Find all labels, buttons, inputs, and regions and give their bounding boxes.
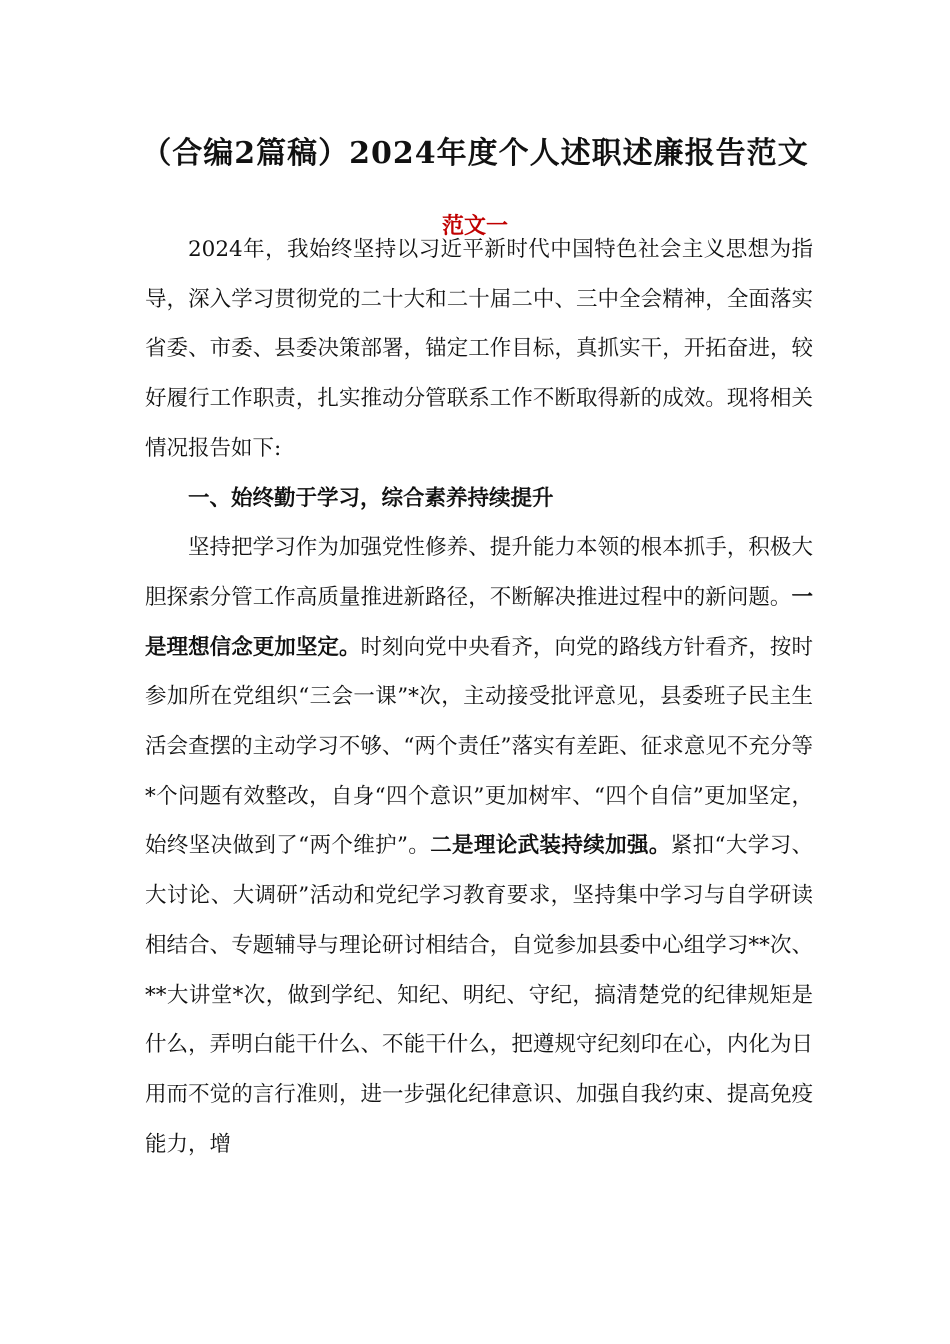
section-heading-1: 一、始终勤于学习，综合素养持续提升 xyxy=(188,485,554,511)
document-body xyxy=(145,225,813,1169)
document-subtitle: 范文一 xyxy=(441,213,508,239)
intro-paragraph: 2024年，我始终坚持以习近平新时代中国特色社会主义思想为指导，深入学习贯彻党的二十大和二十届二中、三中全会精神，全面落实省委、市委、县委决策部署，锚定工作目标，真抓实干，开拓奋进，较好履行工作职责，扎实推动分管联系工作不断取得新的成效。现将相关情况报告如下: xyxy=(145,237,813,461)
point-two-heading: 二是理论武装持续加强。 xyxy=(430,833,671,859)
paragraph-text-b: 时刻向党中央看齐，向党的路线方针看齐，按时参加所在党组织“三会一课”*次，主动接受批评意见，县委班子民主生活会查摆的主动学习不够、“两个责任”落实有差距、征求意见不充分等*个问题有效整改，自身“四个意识”更加树牢、“四个自信”更加坚定，始终坚决做到了“两个维护”。 xyxy=(145,634,813,859)
paragraph-text-c: 紧扣“大学习、大讨论、大调研”活动和党纪学习教育要求，坚持集中学习与自学研读相结合、专题辅导与理论研讨相结合，自觉参加县委中心组学习**次、**大讲堂*次，做到学纪、知纪、明纪、守纪，搞清楚党的纪律规矩是什么，弄明白能干什么、不能干什么，把遵规守纪刻印在心，内化为日用而不觉的言行准则，进一步强化纪律意识、加强自我约束、提高免疫能力，增 xyxy=(145,833,813,1157)
section-1-paragraph xyxy=(145,523,813,1169)
paragraph-text-a: 坚持把学习作为加强党性修养、提升能力本领的根本抓手，积极大胆探索分管工作高质量推进新路径，不断解决推进过程中的新问题。 xyxy=(145,535,813,610)
document-title: （合编2篇稿）2024年度个人述职述廉报告范文 xyxy=(141,136,809,171)
point-one-heading: 一是理想信念更加坚定。 xyxy=(145,584,813,660)
